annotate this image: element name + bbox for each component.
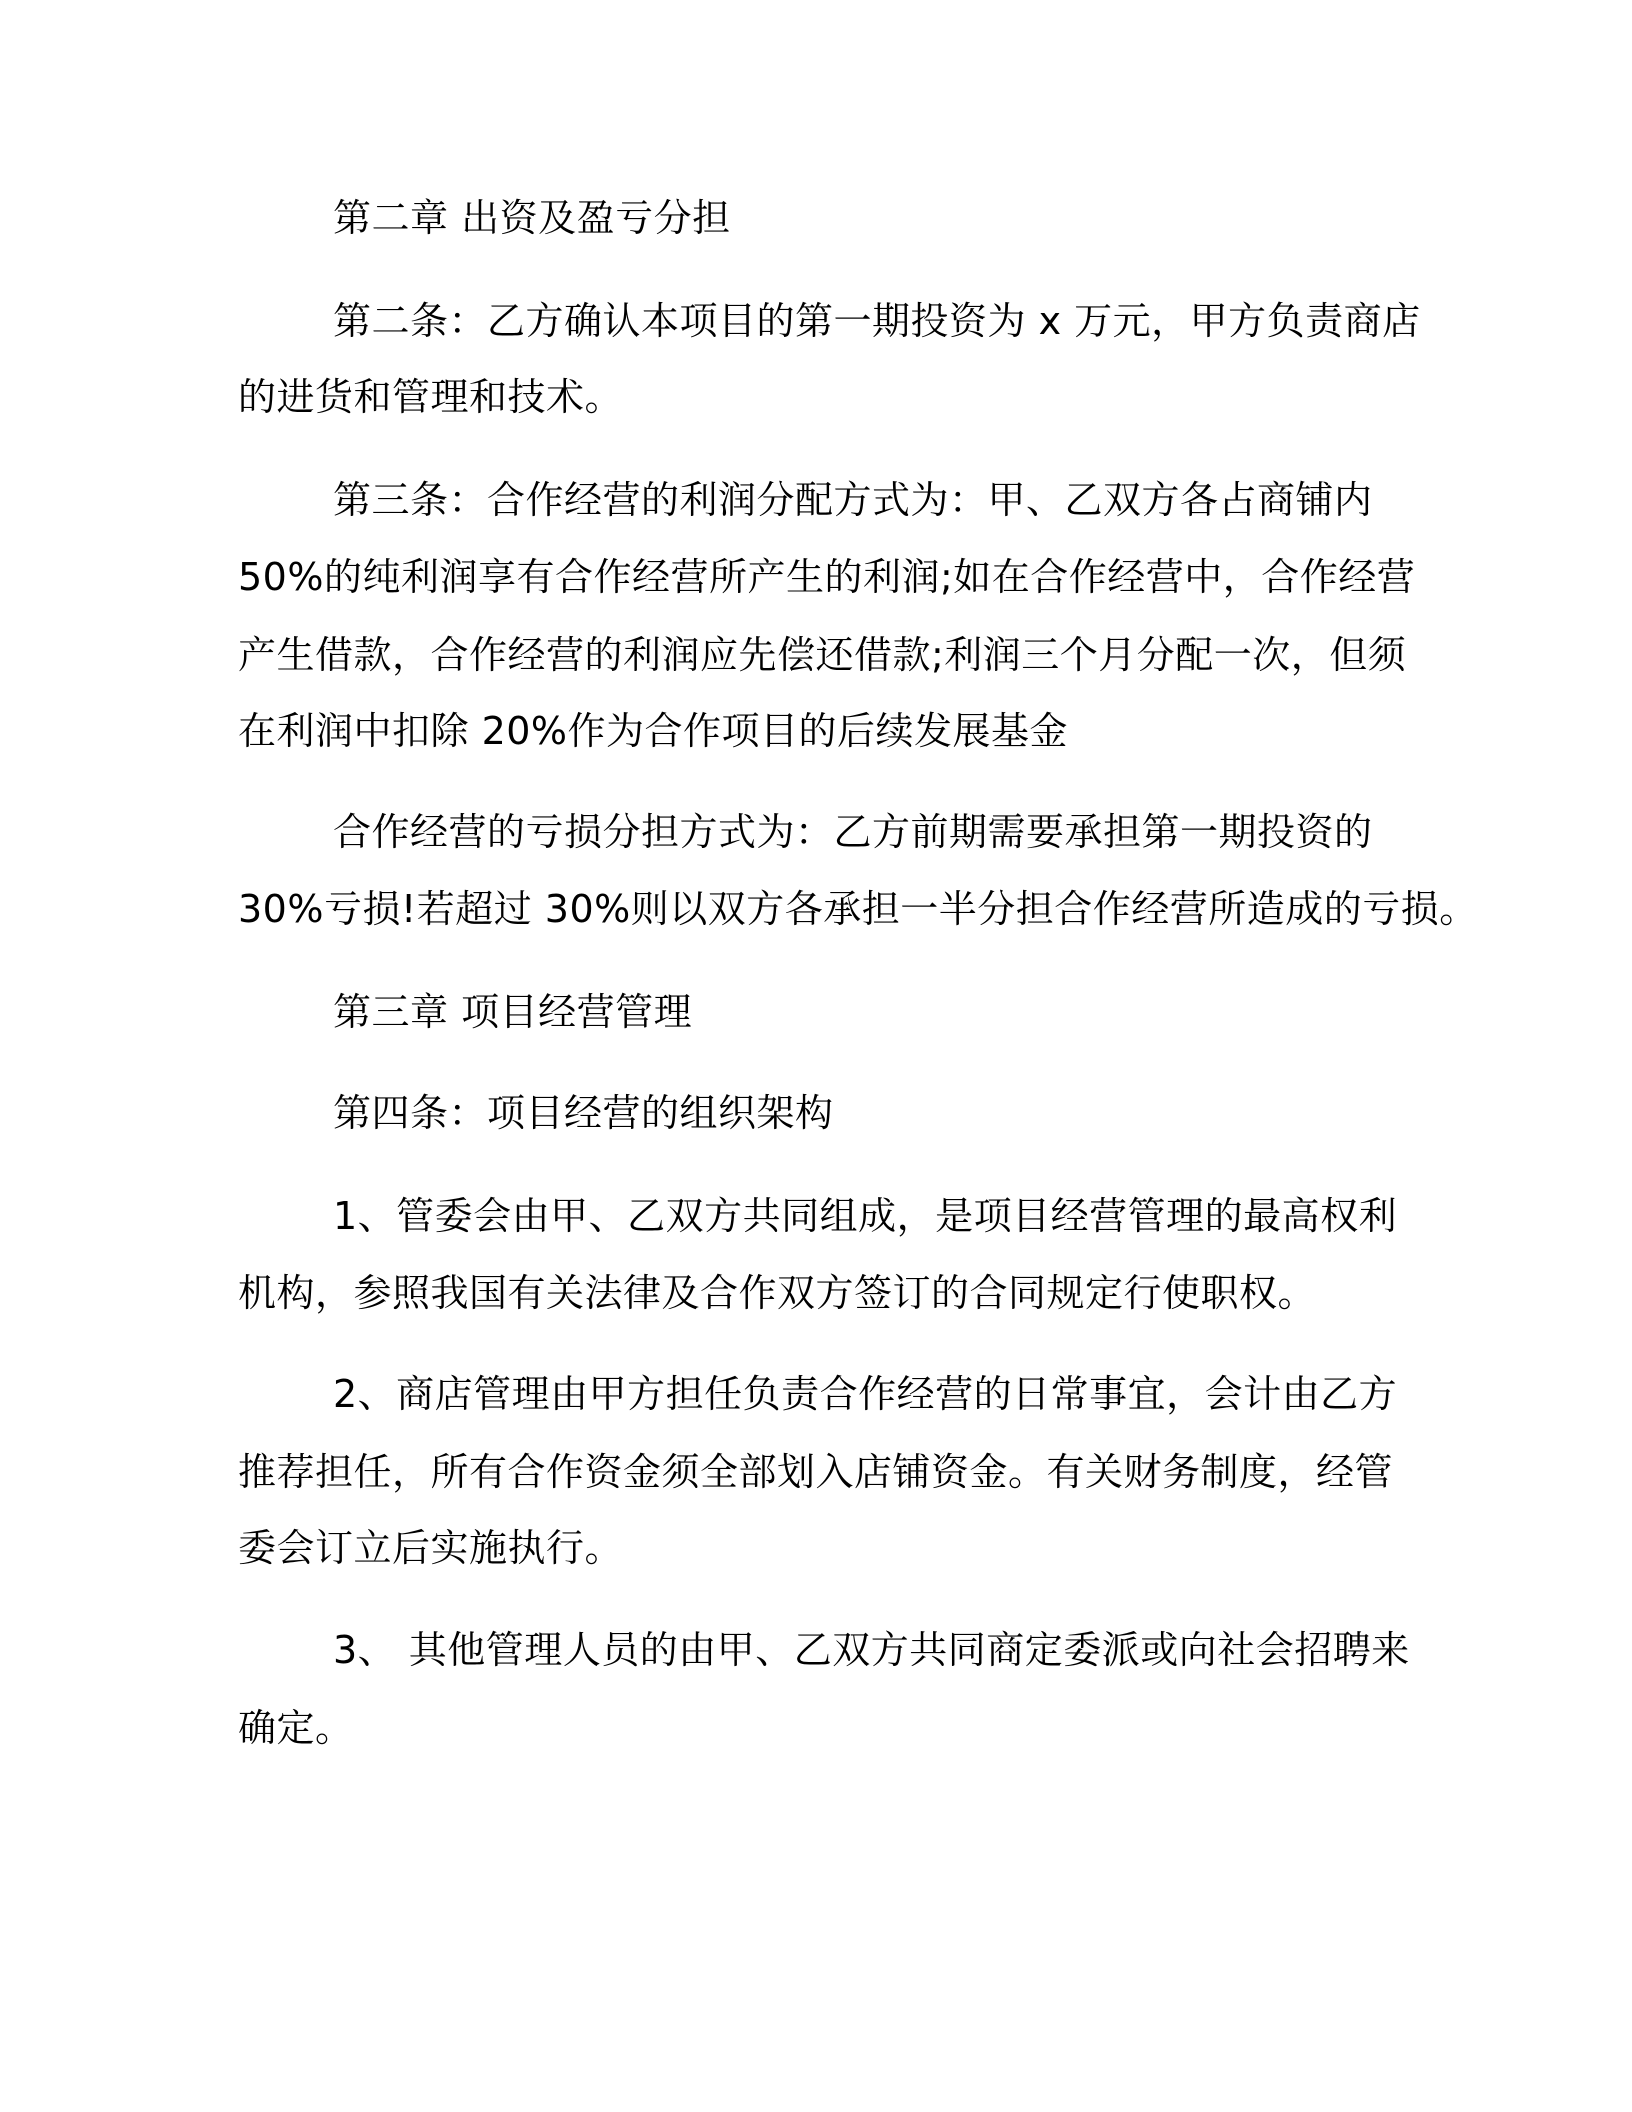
- article-3-line-4: 在利润中扣除 20%作为合作项目的后续发展基金: [238, 709, 1069, 753]
- item-3-line-2: 确定。: [238, 1706, 354, 1750]
- item-1-line-2: 机构，参照我国有关法律及合作双方签订的合同规定行使职权。: [238, 1271, 1317, 1315]
- article-3-line-2: 50%的纯利润享有合作经营所产生的利润;如在合作经营中，合作经营: [238, 555, 1416, 599]
- chapter-3-heading: 第三章 项目经营管理: [333, 990, 693, 1034]
- article-4-heading: 第四条：项目经营的组织架构: [333, 1091, 834, 1135]
- item-2-line-1: 2、商店管理由甲方担任负责合作经营的日常事宜，会计由乙方: [333, 1372, 1398, 1416]
- item-2-line-2: 推荐担任，所有合作资金须全部划入店铺资金。有关财务制度，经管: [238, 1450, 1394, 1494]
- loss-sharing-line-2: 30%亏损!若超过 30%则以双方各承担一半分担合作经营所造成的亏损。: [238, 887, 1478, 931]
- article-3-line-1: 第三条：合作经营的利润分配方式为：甲、乙双方各占商铺内: [333, 478, 1373, 522]
- article-2-line-1: 第二条：乙方确认本项目的第一期投资为 x 万元，甲方负责商店: [333, 299, 1421, 343]
- article-2-line-2: 的进货和管理和技术。: [238, 375, 624, 419]
- item-2-line-3: 委会订立后实施执行。: [238, 1526, 624, 1570]
- article-3-line-3: 产生借款，合作经营的利润应先偿还借款;利润三个月分配一次，但须: [238, 633, 1407, 677]
- item-1-line-1: 1、管委会由甲、乙双方共同组成，是项目经营管理的最高权利: [333, 1194, 1398, 1238]
- loss-sharing-line-1: 合作经营的亏损分担方式为：乙方前期需要承担第一期投资的: [333, 810, 1373, 854]
- chapter-2-heading: 第二章 出资及盈亏分担: [333, 196, 731, 240]
- item-3-line-1: 3、 其他管理人员的由甲、乙双方共同商定委派或向社会招聘来: [333, 1628, 1410, 1672]
